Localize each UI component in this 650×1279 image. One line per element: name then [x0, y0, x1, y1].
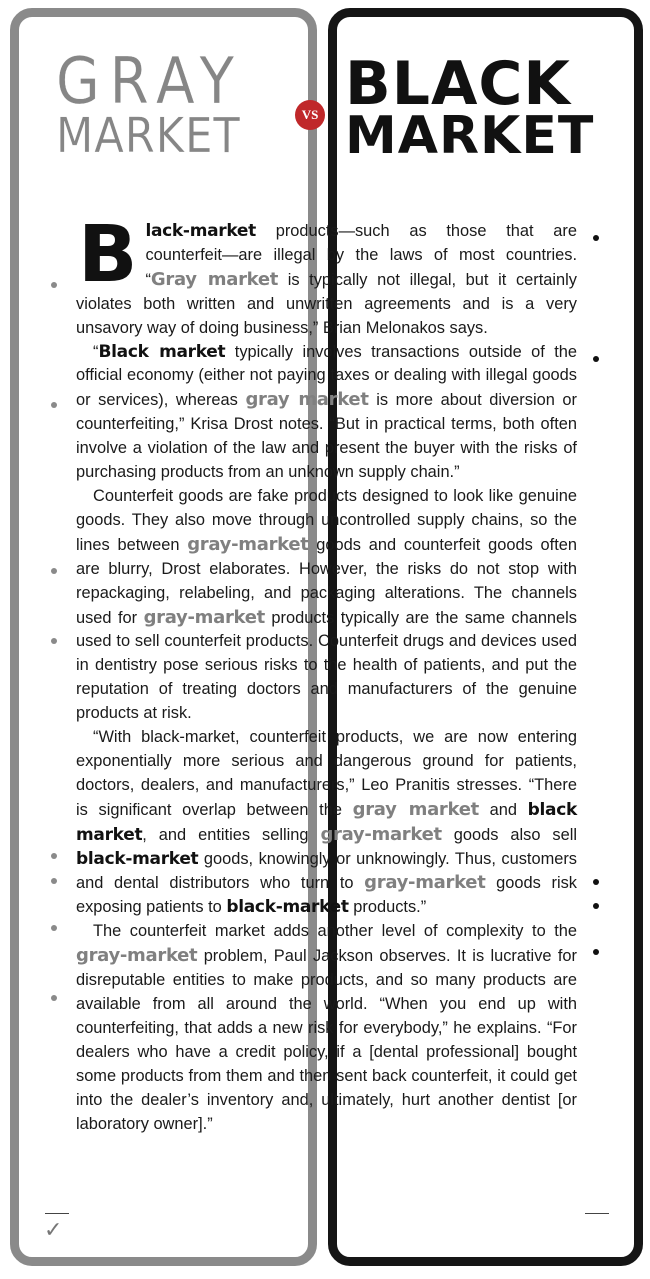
body-text: is more about diversion or counterfeiting,” Krisa Drost notes. “But in practical terms, both often involve a violation of the law and present the buyer with the risks of purchasing products from an unknown supply chain.” [76, 391, 577, 482]
check-icon: ✓ [44, 1218, 63, 1243]
vs-label: VS [301, 107, 319, 122]
margin-dot [51, 638, 57, 644]
article-body [76, 210, 578, 1136]
black-market-title [345, 49, 595, 166]
body-text: products.” [348, 898, 427, 917]
margin-dot [593, 356, 599, 362]
black-market-term: lack-market [145, 221, 256, 241]
body-text: Counterfeit goods are fake products designed to look like genuine goods. They also move through uncontrolled supply chains, so the lines between [76, 486, 577, 554]
body-text: typically involves transactions outside of the official economy (either not paying taxes or dealing with illegal goods or services), whereas [76, 342, 577, 410]
footer-rule-left [45, 1213, 69, 1214]
margin-dot [51, 568, 57, 574]
margin-dot [51, 402, 57, 408]
margin-dot [51, 995, 57, 1001]
margin-dot [51, 282, 57, 288]
body-text: goods, knowingly or unknowingly. Thus, customers and dental distributors who turn to [76, 849, 577, 893]
body-text: goods risk exposing patients to [76, 874, 577, 917]
vs-badge [295, 100, 325, 130]
black-title-line1: BLACK [345, 49, 571, 119]
article-paragraph [76, 341, 577, 485]
article-paragraph [76, 920, 577, 1136]
black-market-term: black market [76, 799, 577, 845]
gray-market-term: gray market [352, 798, 479, 820]
gray-market-term: gray-market [187, 533, 309, 555]
article-paragraph [76, 485, 577, 726]
body-text: products—such as those that are counterfeit—are illegal by the laws of most countries. “ [145, 222, 577, 289]
body-text: , and entities selling [142, 825, 321, 844]
margin-dot [593, 903, 599, 909]
margin-dot [51, 878, 57, 884]
gray-title-line2: MARKET [56, 108, 241, 164]
margin-dot [593, 235, 599, 241]
body-text: products typically are the same channels used to sell counterfeit products. Counterfeit drugs and devices used in dentistry pose serious risks to the health of patients, and put the reputation of treating doctors and manufacturers of the genuine products at risk. [76, 608, 578, 723]
black-title-line2: MARKET [345, 106, 595, 166]
article-paragraph [76, 726, 577, 920]
black-market-term: Black market [98, 341, 226, 362]
gray-market-term: gray-market [364, 872, 486, 894]
body-text: goods also sell [441, 825, 577, 844]
gray-title-line1: GRAY [56, 45, 244, 119]
margin-dot [51, 925, 57, 931]
gray-market-term: gray-market [320, 823, 442, 845]
drop-cap: B [78, 210, 138, 300]
gray-market-term: gray market [245, 389, 369, 411]
article-paragraph [76, 210, 577, 341]
body-text: and [478, 800, 528, 819]
footer-rule-right [585, 1213, 609, 1214]
body-text: The counterfeit market adds another level of complexity to the [93, 922, 577, 941]
body-text: is typically not illegal, but it certainly violates both written and unwritten agreements and is a very unsavory way of doing business,” Brian Melonakos says. [76, 270, 577, 337]
margin-dot [593, 949, 599, 955]
body-text: problem, Paul Jackson observes. It is lucrative for disreputable entities to make products, and so many products are available from all around the world. “When you end up with counterfeiting, that adds a new risk for everybody,” he explains. “For dealers who have a credit policy, if a [dental professional] bought some products from them and then sent back counterfeit, it could get into the dealer’s inventory and, ultimately, hurt another dentist [or laboratory owner].” [76, 947, 577, 1133]
gray-market-term: Gray market [150, 268, 279, 290]
margin-dot [593, 879, 599, 885]
black-market-term: black-market [76, 848, 199, 869]
body-text: goods and counterfeit goods often are blurry, Drost elaborates. However, the risks do not stop with repackaging, relabeling, and packaging alterations. The channels used for [76, 535, 577, 627]
gray-market-title [56, 45, 248, 164]
body-text: “With black-market, counterfeit products, we are now entering exponentially more serious and dangerous ground for patients, doctors, dealers, and manufacturers,” Leo Pranitis stresses. “There is significant overlap between the [76, 728, 577, 819]
gray-market-term: gray-market [76, 945, 198, 967]
black-market-term: black-market [226, 897, 349, 918]
gray-market-term: gray-market [143, 606, 265, 628]
body-text: “ [93, 342, 99, 361]
margin-dot [51, 853, 57, 859]
